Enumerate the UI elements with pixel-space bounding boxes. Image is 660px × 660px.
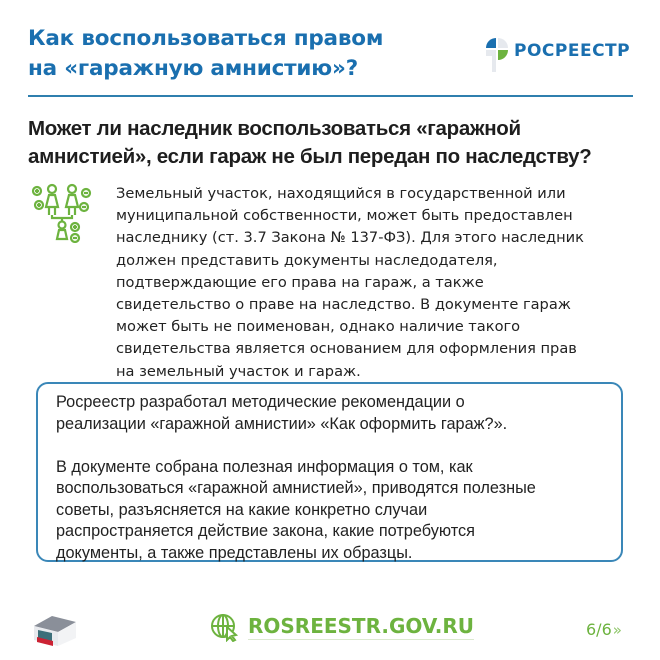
info-box-text	[56, 392, 626, 564]
page-number: 6/6	[586, 620, 612, 639]
info-line: Росреестр разработал методические рекомендации о	[56, 393, 465, 411]
info-line: реализации «гаражной амнистии» «Как оформить гараж?».	[56, 414, 508, 433]
answer-line: должен представить документы наследодателя,	[116, 251, 498, 269]
globe-cursor-icon	[210, 612, 240, 642]
page-title	[28, 24, 458, 84]
title-line-2: на «гаражную амнистию»?	[28, 56, 358, 81]
info-line: советы, разъясняется на какие конкретно случаи	[56, 500, 428, 519]
rosreestr-site-link[interactable]	[210, 612, 474, 642]
answer-line: подтверждающие его права на гараж, а также	[116, 273, 484, 291]
rosreestr-logo	[484, 36, 630, 74]
family-inheritance-icon	[30, 183, 94, 243]
answer-line: свидетельство о праве на наследство. В документе гараж	[116, 296, 571, 314]
question-line-2: амнистией», если гараж не был передан по наследству?	[28, 145, 592, 168]
answer-line: наследнику (ст. 3.7 Закона № 137-ФЗ). Для этого наследник	[116, 229, 584, 247]
question-line-1: Может ли наследник воспользоваться «гаражной	[28, 117, 521, 140]
title-line-1: Как воспользоваться правом	[28, 26, 384, 51]
info-line: В документе собрана полезная информация о том, как	[56, 457, 473, 476]
answer-line: может быть не поименован, однако наличие такого	[116, 318, 521, 336]
info-line: воспользоваться «гаражной амнистией», приводятся полезные	[56, 479, 536, 497]
logo-text: РОСРЕЕСТР	[514, 41, 631, 61]
info-line: распространяется действие закона, какие потребуются	[56, 522, 475, 540]
answer-line: муниципальной собственности, может быть предоставлен	[116, 207, 573, 225]
answer-line: Земельный участок, находящийся в государственной или	[116, 185, 566, 202]
site-url[interactable]: ROSREESTR.GOV.RU	[248, 614, 474, 638]
answer-line: на земельный участок и гараж.	[116, 362, 361, 380]
header-divider	[28, 95, 633, 97]
answer-text	[116, 183, 646, 383]
rosreestr-logo-icon	[484, 36, 510, 74]
next-page-icon[interactable]: »	[612, 621, 622, 639]
page-counter	[586, 620, 622, 639]
answer-line: свидетельства является основанием для оформления прав	[116, 340, 577, 358]
info-line: документы, а также представлены их образцы.	[56, 543, 413, 562]
question-heading	[28, 115, 648, 171]
garage-icon	[30, 612, 80, 648]
